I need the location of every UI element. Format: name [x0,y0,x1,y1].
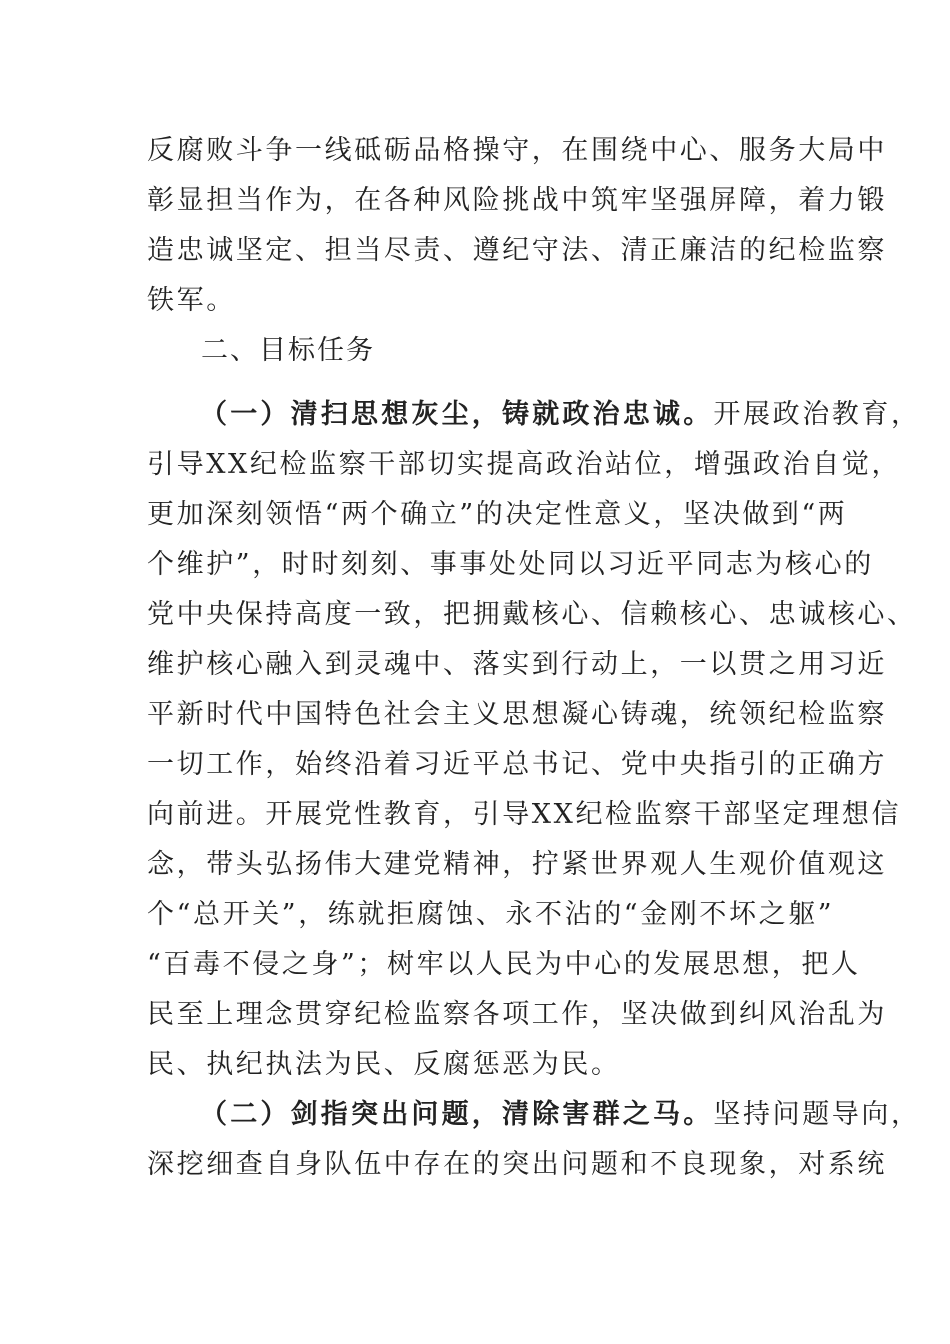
body-text-line: 党中央保持高度一致，把拥戴核心、信赖核心、忠诚核心、 [147,599,917,630]
body-text-line: 更加深刻领悟“两个确立”的决定性意义，坚决做到“两 [147,499,848,530]
body-text-line: 向前进。开展党性教育，引导XX纪检监察干部坚定理想信 [147,799,902,830]
body-text-line: 个“总开关”，练就拒腐蚀、永不沾的“金刚不坏之躯” [147,899,835,930]
body-text-line: 念，带头弘扬伟大建党精神，拧紧世界观人生观价值观这 [147,849,887,880]
section-heading: 二、目标任务 [201,335,375,366]
body-text-line: 平新时代中国特色社会主义思想凝心铸魂，统领纪检监察 [147,699,887,730]
body-text-line: 造忠诚坚定、担当尽责、遵纪守法、清正廉洁的纪检监察 [147,235,887,266]
body-text-line: 彰显担当作为，在各种风险挑战中筑牢坚强屏障，着力锻 [147,185,887,216]
paragraph-1-first-line [200,397,921,433]
paragraph-1-title: （一）清扫思想灰尘，铸就政治忠诚。 [200,399,714,430]
body-text-line: 铁军。 [147,285,236,316]
body-text-line: 反腐败斗争一线砥砺品格操守，在围绕中心、服务大局中 [147,135,887,166]
paragraph-1-lead: 开展政治教育， [713,399,921,430]
body-text-line: 民至上理念贯穿纪检监察各项工作，坚决做到纠风治乱为 [147,999,887,1030]
paragraph-2-lead: 坚持问题导向， [713,1099,921,1130]
body-text-line: 维护核心融入到灵魂中、落实到行动上，一以贯之用习近 [147,649,887,680]
body-text-line: “百毒不侵之身”；树牢以人民为中心的发展思想，把人 [147,949,861,980]
body-text-line: 深挖细查自身队伍中存在的突出问题和不良现象，对系统 [147,1149,887,1180]
body-text-line: 民、执纪执法为民、反腐惩恶为民。 [147,1049,621,1080]
paragraph-2-title: （二）剑指突出问题，清除害群之马。 [200,1099,714,1130]
body-text-line: 个维护”，时时刻刻、事事处处同以习近平同志为核心的 [147,549,874,580]
body-text-line: 一切工作，始终沿着习近平总书记、党中央指引的正确方 [147,749,887,780]
paragraph-2-first-line [200,1097,921,1133]
body-text-line: 引导XX纪检监察干部切实提高政治站位，增强政治自觉， [147,449,902,480]
